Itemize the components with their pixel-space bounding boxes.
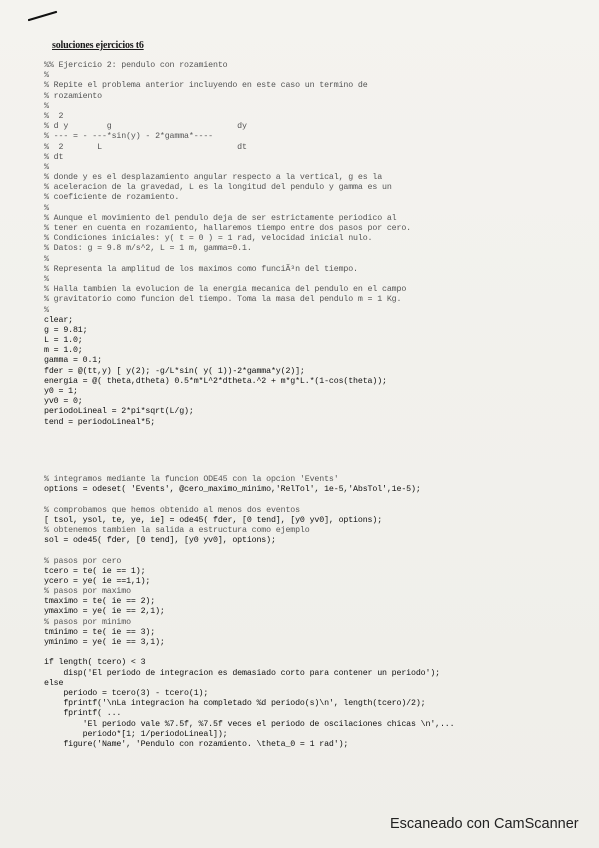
code-line: g = 9.81; xyxy=(44,325,88,335)
code-comment-line: % Aunque el movimiento del pendulo deja de ser estrictamente periodico al xyxy=(44,213,397,223)
code-line: fder = @(tt,y) [ y(2); -g/L*sin( y( 1))-2*gamma*y(2)]; xyxy=(44,366,305,376)
code-line: tmaximo = te( ie == 2); xyxy=(44,597,156,607)
code-comment-line: % aceleracion de la gravedad, L es la longitud del pendulo y gamma es un xyxy=(44,183,392,193)
code-comment-line: % Representa la amplitud de los maximos como funciÃ³n del tiempo. xyxy=(44,264,358,274)
code-comment-line: % pasos por minimo xyxy=(44,617,131,627)
code-line: m = 1.0; xyxy=(44,346,83,356)
code-line: else xyxy=(44,678,64,688)
code-comment-line: % comprobamos que hemos obtenido al menos dos eventos xyxy=(44,505,300,515)
code-line: ymaximo = ye( ie == 2,1); xyxy=(44,607,165,617)
code-line: y0 = 1; xyxy=(44,387,78,396)
code-line: yminimo = ye( ie == 3,1); xyxy=(44,638,165,647)
code-line: energia = @( theta,dtheta) 0.5*m*L^2*dtheta.^2 + m*g*L.*(1-cos(theta)); xyxy=(44,376,387,386)
code-comment-line: % pasos por maximo xyxy=(44,587,131,597)
code-line: [ tsol, ysol, te, ye, ie] = ode45( fder, [0 tend], [y0 yv0], options); xyxy=(44,515,383,525)
code-comment-line: % xyxy=(44,274,49,284)
code-comment-line: % tener en cuenta en rozamiento, hallaremos tiempo entre dos pasos por cero. xyxy=(44,224,412,233)
code-line: periodoLineal = 2*pi*sqrt(L/g); xyxy=(44,407,194,417)
code-comment-line: % pasos por cero xyxy=(44,556,122,566)
code-line: L = 1.0; xyxy=(44,336,83,346)
code-line: 'El periodo vale %7.5f, %7.5f veces el periodo de oscilaciones chicas \n',... xyxy=(44,719,455,729)
code-line: fprintf('\nLa integracion ha completado %d periodo(s)\n', length(tcero)/2); xyxy=(44,699,426,709)
code-comment-line: % Datos: g = 9.8 m/s^2, L = 1 m, gamma=0.1. xyxy=(44,244,252,254)
code-comment-line: % gravitatorio como funcion del tiempo. Toma la masa del pendulo m = 1 Kg. xyxy=(44,295,402,305)
code-comment-line: % 2 xyxy=(44,111,64,121)
code-block-body xyxy=(44,475,592,750)
code-line: if length( tcero) < 3 xyxy=(44,658,146,668)
code-comment-line: % coeficiente de rozamiento. xyxy=(44,193,180,203)
code-line: ycero = ye( ie ==1,1); xyxy=(44,576,151,586)
code-line: options = odeset( 'Events', @cero_maximo_minimo,'RelTol', 1e-5,'AbsTol',1e-5); xyxy=(44,485,421,495)
code-comment-line: % d y g dy xyxy=(44,122,247,132)
code-line: tcero = te( ie == 1); xyxy=(44,566,146,576)
code-line: tend = periodoLineal*5; xyxy=(44,417,156,427)
code-line: periodo = tcero(3) - tcero(1); xyxy=(44,688,209,698)
code-comment-line: % donde y es el desplazamiento angular respecto a la vertical, g es la xyxy=(44,173,383,183)
code-line: tminimo = te( ie == 3); xyxy=(44,627,156,637)
code-line xyxy=(44,546,592,556)
code-line: fprintf( ... xyxy=(44,709,122,719)
code-comment-line: % xyxy=(44,254,49,264)
code-comment-line: % xyxy=(44,101,49,111)
code-comment-line: % xyxy=(44,71,49,81)
code-line: yv0 = 0; xyxy=(44,397,83,407)
code-line: clear; xyxy=(44,315,73,325)
code-comment-line: % Halla tambien la evolucion de la energia mecanica del pendulo en el campo xyxy=(44,285,407,295)
code-comment-line: % dt xyxy=(44,152,64,162)
code-line: periodo*[1; 1/periodoLineal]); xyxy=(44,729,228,739)
code-comment-line: % --- = - ---*sin(y) - 2*gamma*---- xyxy=(44,132,214,142)
code-comment-line: %% Ejercicio 2: pendulo con rozamiento xyxy=(44,61,228,70)
code-line: disp('El periodo de integracion es demasiado corto para contener un periodo'); xyxy=(44,668,440,678)
code-comment-line: % Condiciones iniciales: y( t = 0 ) = 1 rad, velocidad inicial nulo. xyxy=(44,234,373,244)
document-heading: soluciones ejercicios t6 xyxy=(52,40,144,51)
code-line xyxy=(44,648,592,658)
code-line: figure('Name', 'Pendulo con rozamiento. \theta_0 = 1 rad'); xyxy=(44,739,349,749)
code-comment-line: % 2 L dt xyxy=(44,142,247,152)
scanner-watermark: Escaneado con CamScanner xyxy=(390,816,579,832)
code-comment-line: % xyxy=(44,305,49,315)
code-comment-line: % integramos mediante la funcion ODE45 con la opcion 'Events' xyxy=(44,475,339,484)
code-comment-line: % rozamiento xyxy=(44,91,102,101)
code-line xyxy=(44,495,592,505)
pen-stroke-mark xyxy=(28,10,58,22)
code-comment-line: % Repite el problema anterior incluyendo en este caso un termino de xyxy=(44,81,368,91)
code-comment-line: % xyxy=(44,162,49,172)
code-line: sol = ode45( fder, [0 tend], [y0 yv0], options); xyxy=(44,536,276,546)
code-comment-line: % xyxy=(44,203,49,213)
code-comment-line: % obtenemos tambien la salida a estructura como ejemplo xyxy=(44,525,310,535)
code-block-header xyxy=(44,61,592,428)
code-line: gamma = 0.1; xyxy=(44,356,102,366)
